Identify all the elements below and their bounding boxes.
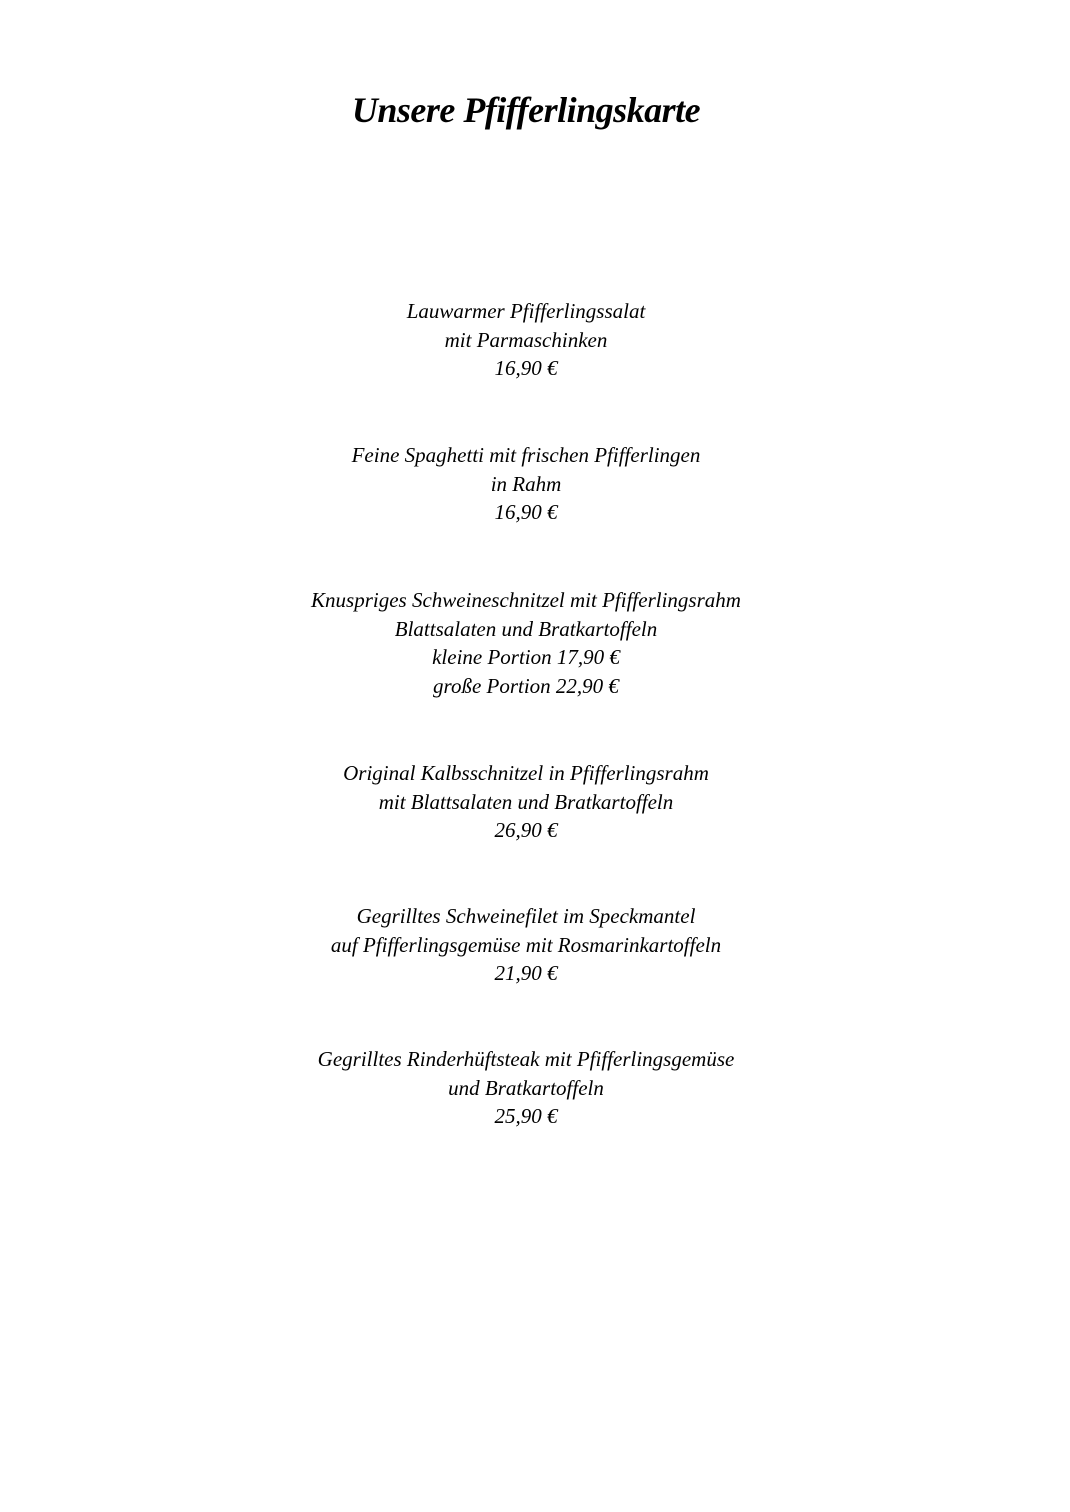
dish-description: und Bratkartoffeln bbox=[448, 1075, 604, 1100]
dish-name: Feine Spaghetti mit frischen Pfifferlingen bbox=[351, 443, 701, 467]
menu-item bbox=[0, 759, 1052, 845]
dish-price: 16,90 € bbox=[494, 500, 558, 524]
dish-name: Knuspriges Schweineschnitzel mit Pfifferlingsrahm bbox=[311, 588, 741, 612]
dish-description: in Rahm bbox=[490, 471, 562, 496]
dish-description: mit Parmaschinken bbox=[444, 327, 608, 352]
dish-price: 16,90 € bbox=[494, 356, 558, 380]
menu-item bbox=[0, 1045, 1052, 1131]
dish-name: Original Kalbsschnitzel in Pfifferlingsrahm bbox=[343, 761, 709, 785]
dish-name: Gegrilltes Schweinefilet im Speckmantel bbox=[356, 904, 696, 928]
menu-item bbox=[0, 297, 1052, 383]
menu-item bbox=[0, 586, 1052, 700]
dish-price-large: große Portion 22,90 € bbox=[433, 673, 619, 698]
dish-description: Blattsalaten und Bratkartoffeln bbox=[394, 616, 658, 641]
dish-name: Gegrilltes Rinderhüftsteak mit Pfifferlingsgemüse bbox=[317, 1047, 735, 1071]
dish-price: 25,90 € bbox=[494, 1104, 558, 1128]
dish-description: mit Blattsalaten und Bratkartoffeln bbox=[378, 789, 674, 814]
dish-name: Lauwarmer Pfifferlingssalat bbox=[406, 299, 646, 323]
dish-description: auf Pfifferlingsgemüse mit Rosmarinkartoffeln bbox=[330, 932, 722, 957]
page-title: Unsere Pfifferlingskarte bbox=[351, 90, 701, 130]
dish-price-small: kleine Portion 17,90 € bbox=[432, 645, 620, 669]
dish-price: 21,90 € bbox=[494, 961, 558, 985]
dish-price: 26,90 € bbox=[494, 818, 558, 842]
menu-item bbox=[0, 441, 1052, 527]
menu-item bbox=[0, 902, 1052, 988]
